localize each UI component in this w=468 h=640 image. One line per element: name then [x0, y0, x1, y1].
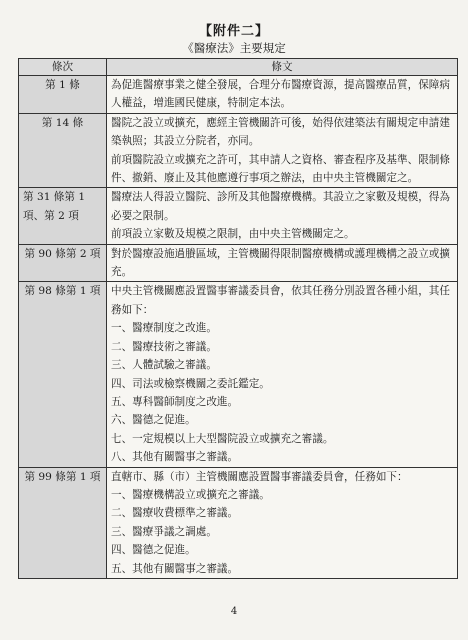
table-row: [19, 188, 458, 244]
table-row: [19, 244, 458, 282]
list-item: 七、一定規模以上大型醫院設立或擴充之審議。: [111, 432, 334, 445]
list-item: 四、醫德之促進。: [111, 544, 196, 557]
list-item: 二、醫療收費標準之審議。: [111, 507, 239, 520]
table-row: [19, 76, 458, 114]
article-text: [107, 188, 458, 244]
article-paragraph: 前項醫院設立或擴充之許可，其申請人之資格、審查程序及基準、限制條件、撤銷、廢止及其他應遵行事項之辦法，由中央主管機關定之。: [111, 153, 450, 185]
table-row: [19, 113, 458, 188]
list-item: 一、醫療制度之改進。: [111, 322, 217, 335]
list-item: 四、司法或檢察機關之委託鑑定。: [111, 377, 270, 390]
list-item: 六、醫德之促進。: [111, 414, 196, 427]
article-text: [107, 467, 458, 578]
article-paragraph: 對於醫療設施過賸區域，主管機關得限制醫療機構或護理機構之設立或擴充。: [111, 247, 450, 279]
article-paragraph: 醫療法人得設立醫院、診所及其他醫療機構。其設立之家數及規模，得為必要之限制。: [111, 191, 450, 222]
list-item: 三、人體試驗之審議。: [111, 359, 217, 372]
list-item: 八、其他有關醫事之審議。: [111, 451, 239, 464]
article-number: 第 14 條: [19, 113, 107, 188]
article-number: 第 98 條第 1 項: [19, 282, 107, 467]
column-header-article: 條次: [19, 59, 107, 76]
document-title: 《醫療法》主要規定: [182, 41, 286, 55]
article-text: [107, 113, 458, 188]
article-text: [107, 76, 458, 114]
article-number: 第 31 條第 1 項、第 2 項: [19, 188, 107, 244]
column-header-text: 條文: [107, 59, 458, 76]
article-number: 第 1 條: [19, 76, 107, 114]
list-item: 五、其他有關醫事之審議。: [111, 562, 239, 575]
article-paragraph: 中央主管機關應設置醫事審議委員會，依其任務分別設置各種小組，其任務如下：: [111, 285, 450, 316]
list-item: 二、醫療技術之審議。: [111, 340, 217, 353]
attachment-label: 【附件二】: [198, 24, 269, 39]
article-paragraph: 前項設立家數及規模之限制，由中央主管機關定之。: [111, 228, 355, 241]
article-number: 第 99 條第 1 項: [19, 467, 107, 578]
table-row: [19, 467, 458, 578]
table-header-row: [19, 59, 458, 76]
list-item: 三、醫療爭議之調處。: [111, 525, 217, 538]
article-paragraph: 直轄市、縣（市）主管機關應設置醫事審議委員會，任務如下：: [111, 470, 408, 483]
list-item: 一、醫療機構設立或擴充之審議。: [111, 488, 270, 501]
page-number: 4: [230, 606, 238, 617]
article-text: [107, 282, 458, 467]
article-paragraph: 醫院之設立或擴充，應經主管機關許可後，始得依建築法有關規定申請建築執照；其設立分院者，亦同。: [111, 116, 450, 148]
article-number: 第 90 條第 2 項: [19, 244, 107, 282]
list-item: 五、專科醫師制度之改進。: [111, 395, 239, 408]
article-paragraph: 為促進醫療事業之健全發展，合理分布醫療資源，提高醫療品質，保障病人權益，增進國民健康，特制定本法。: [111, 79, 450, 110]
law-table: [18, 58, 458, 579]
article-text: [107, 244, 458, 282]
table-row: [19, 282, 458, 467]
